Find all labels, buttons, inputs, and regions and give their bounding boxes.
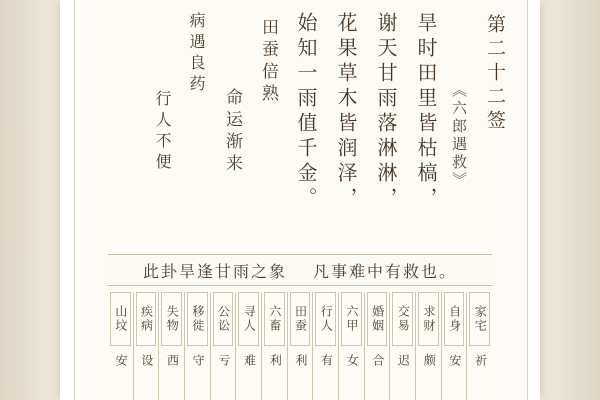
category-value-label: 安 (447, 354, 462, 368)
slip-number-label: 第二十二签 (484, 14, 506, 134)
verse-line-1: 旱时田里皆枯槁， (414, 12, 438, 212)
category-grid (108, 292, 492, 400)
category-head-label: 行人 (319, 305, 334, 333)
category-head-label: 六甲 (344, 305, 359, 333)
category-head-0 (469, 292, 490, 346)
category-value-label: 西 (165, 354, 180, 368)
category-value-label: 利 (268, 354, 283, 368)
category-column-12 (158, 292, 184, 400)
category-column-11 (184, 292, 210, 400)
category-value-10 (211, 350, 236, 400)
category-head-label: 山坟 (113, 305, 128, 333)
category-column-3 (389, 292, 415, 400)
category-value-label: 合 (370, 354, 385, 368)
category-head-label: 寻人 (242, 305, 257, 333)
category-value-label: 颇 (422, 354, 437, 368)
category-head-2 (418, 292, 439, 346)
category-head-12 (161, 292, 182, 346)
category-head-label: 六畜 (267, 305, 282, 333)
category-value-9 (236, 350, 261, 400)
poem-block (96, 4, 504, 252)
category-head-label: 家宅 (473, 305, 488, 333)
category-head-label: 田蚕 (293, 305, 308, 333)
category-column-8 (261, 292, 287, 400)
category-value-label: 守 (191, 354, 206, 368)
category-head-label: 求财 (421, 305, 436, 333)
category-head-14 (110, 292, 131, 346)
note-line-2: 命运渐来 (222, 88, 242, 176)
category-head-label: 公讼 (216, 305, 231, 333)
category-value-14 (108, 350, 133, 400)
category-column-5 (338, 292, 364, 400)
category-column-0 (466, 292, 492, 400)
category-head-11 (187, 292, 208, 346)
category-value-7 (288, 350, 313, 400)
category-value-11 (185, 350, 210, 400)
page-edge-left (0, 0, 60, 400)
category-head-label: 自身 (447, 305, 462, 333)
category-head-1 (444, 292, 465, 346)
category-head-label: 婚姻 (370, 305, 385, 333)
category-column-7 (287, 292, 313, 400)
category-value-label: 难 (242, 354, 257, 368)
note-line-3: 病遇良药 (187, 12, 206, 96)
category-column-4 (364, 292, 390, 400)
category-value-8 (262, 350, 287, 400)
category-head-3 (392, 292, 413, 346)
category-value-label: 有 (319, 354, 334, 368)
category-head-7 (290, 292, 311, 346)
category-value-1 (442, 350, 467, 400)
category-value-label: 利 (293, 354, 308, 368)
category-value-12 (159, 350, 184, 400)
category-column-14 (108, 292, 133, 400)
category-value-label: 安 (114, 354, 129, 368)
category-column-6 (312, 292, 338, 400)
category-value-label: 设 (139, 354, 154, 368)
verse-line-4: 始知一雨值千金。 (294, 12, 318, 212)
category-head-label: 移徙 (190, 305, 205, 333)
verse-line-2: 谢天甘雨落淋淋， (374, 12, 398, 212)
category-value-2 (416, 350, 441, 400)
slip-subtitle: 《六郎遇救》 (450, 82, 468, 190)
category-value-0 (467, 350, 492, 400)
interpretation-bar (108, 254, 492, 286)
category-value-label: 迟 (396, 354, 411, 368)
category-head-label: 失物 (165, 305, 180, 333)
category-head-13 (136, 292, 157, 346)
category-value-13 (134, 350, 159, 400)
category-head-5 (341, 292, 362, 346)
category-column-9 (235, 292, 261, 400)
interpretation-omen: 此卦旱逢甘雨之象 (142, 261, 287, 281)
category-head-6 (315, 292, 336, 346)
category-value-3 (390, 350, 415, 400)
category-value-label: 亏 (216, 354, 231, 368)
category-value-label: 女 (345, 354, 360, 368)
category-value-4 (365, 350, 390, 400)
category-column-10 (210, 292, 236, 400)
category-column-13 (133, 292, 159, 400)
category-value-5 (339, 350, 364, 400)
category-head-8 (264, 292, 285, 346)
category-value-6 (313, 350, 338, 400)
category-column-2 (415, 292, 441, 400)
category-value-label: 祈 (473, 354, 488, 368)
interpretation-meaning: 凡事难中有救也。 (313, 261, 458, 281)
note-line-1: 田蚕倍熟 (258, 18, 278, 106)
category-head-4 (367, 292, 388, 346)
category-head-label: 疾病 (139, 305, 154, 333)
category-column-1 (441, 292, 467, 400)
page-edge-right (540, 0, 600, 400)
verse-line-3: 花果草木皆润泽， (334, 12, 358, 212)
note-line-4: 行人不便 (153, 90, 172, 174)
category-head-label: 交易 (396, 305, 411, 333)
category-head-9 (238, 292, 259, 346)
category-head-10 (213, 292, 234, 346)
